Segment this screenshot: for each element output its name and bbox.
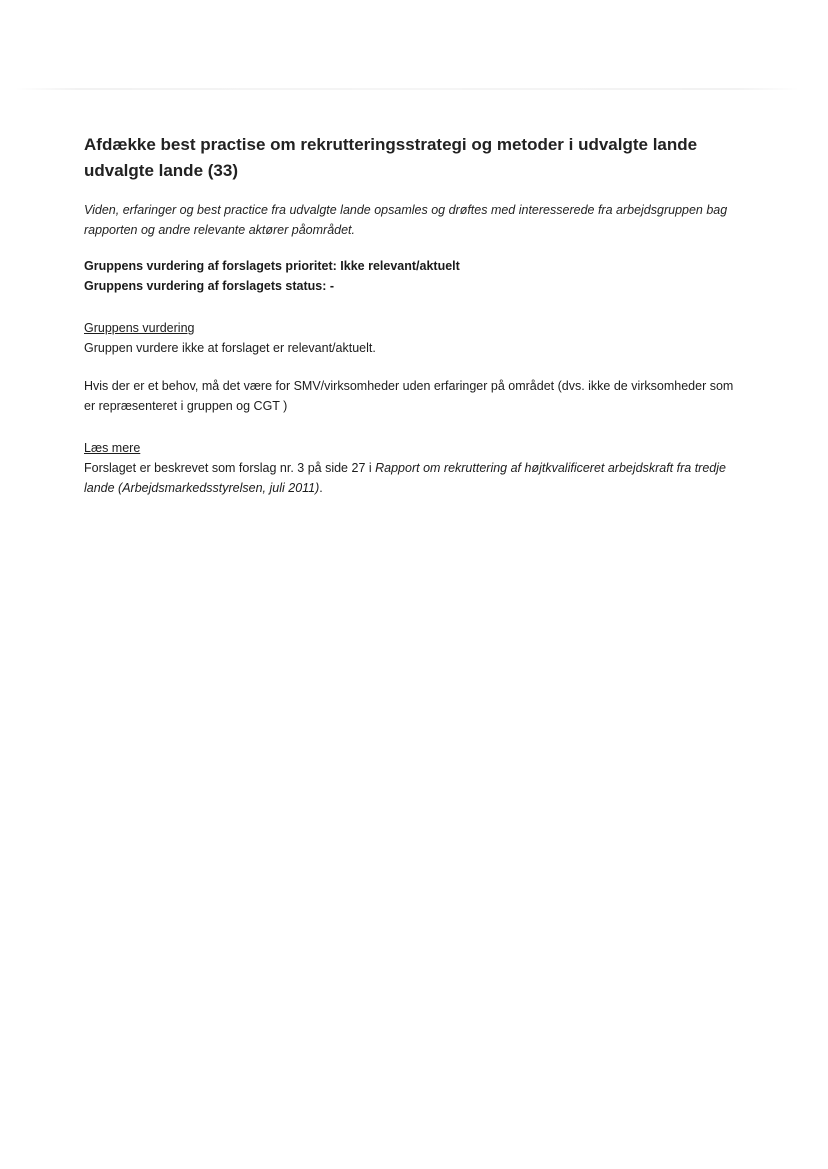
assessment-paragraph-1: Gruppen vurdere ikke at forslaget er relevant/aktuelt.: [84, 341, 376, 355]
status-line: Gruppens vurdering af forslagets status: -: [84, 279, 335, 293]
assessment-section: [84, 318, 744, 416]
assessment-status-block: [84, 256, 744, 296]
scan-artifact-line: [14, 88, 800, 90]
intro-paragraph: Viden, erfaringer og best practice fra udvalgte lande opsamles og drøftes med interesserede fra arbejdsgruppen bag rapporten og andre relevante aktører påområdet.: [84, 203, 728, 237]
read-more-heading: Læs mere: [84, 441, 141, 455]
document-title: Afdække best practise om rekrutteringsstrategi og metoder i udvalgte lande udvalgte lande (33): [84, 135, 698, 180]
priority-line: Gruppens vurdering af forslagets prioritet: Ikke relevant/aktuelt: [84, 259, 460, 273]
assessment-paragraph-2: Hvis der er et behov, må det være for SMV/virksomheder uden erfaringer på området (dvs. ikke de virksomheder som er repræsenteret i gruppen og CGT ): [84, 379, 734, 413]
report-title: Rapport om rekruttering af højtkvalificeret arbejdskraft fra tredje lande (Arbejdsmarkedsstyrelsen, juli 2011): [84, 461, 726, 495]
document-body: [84, 132, 744, 498]
read-more-paragraph: [84, 458, 744, 498]
read-more-section: [84, 438, 744, 498]
read-more-prefix: Forslaget er beskrevet som forslag nr. 3 på side 27 i: [84, 461, 376, 475]
assessment-heading: Gruppens vurdering: [84, 321, 195, 335]
read-more-suffix: .: [319, 481, 323, 495]
